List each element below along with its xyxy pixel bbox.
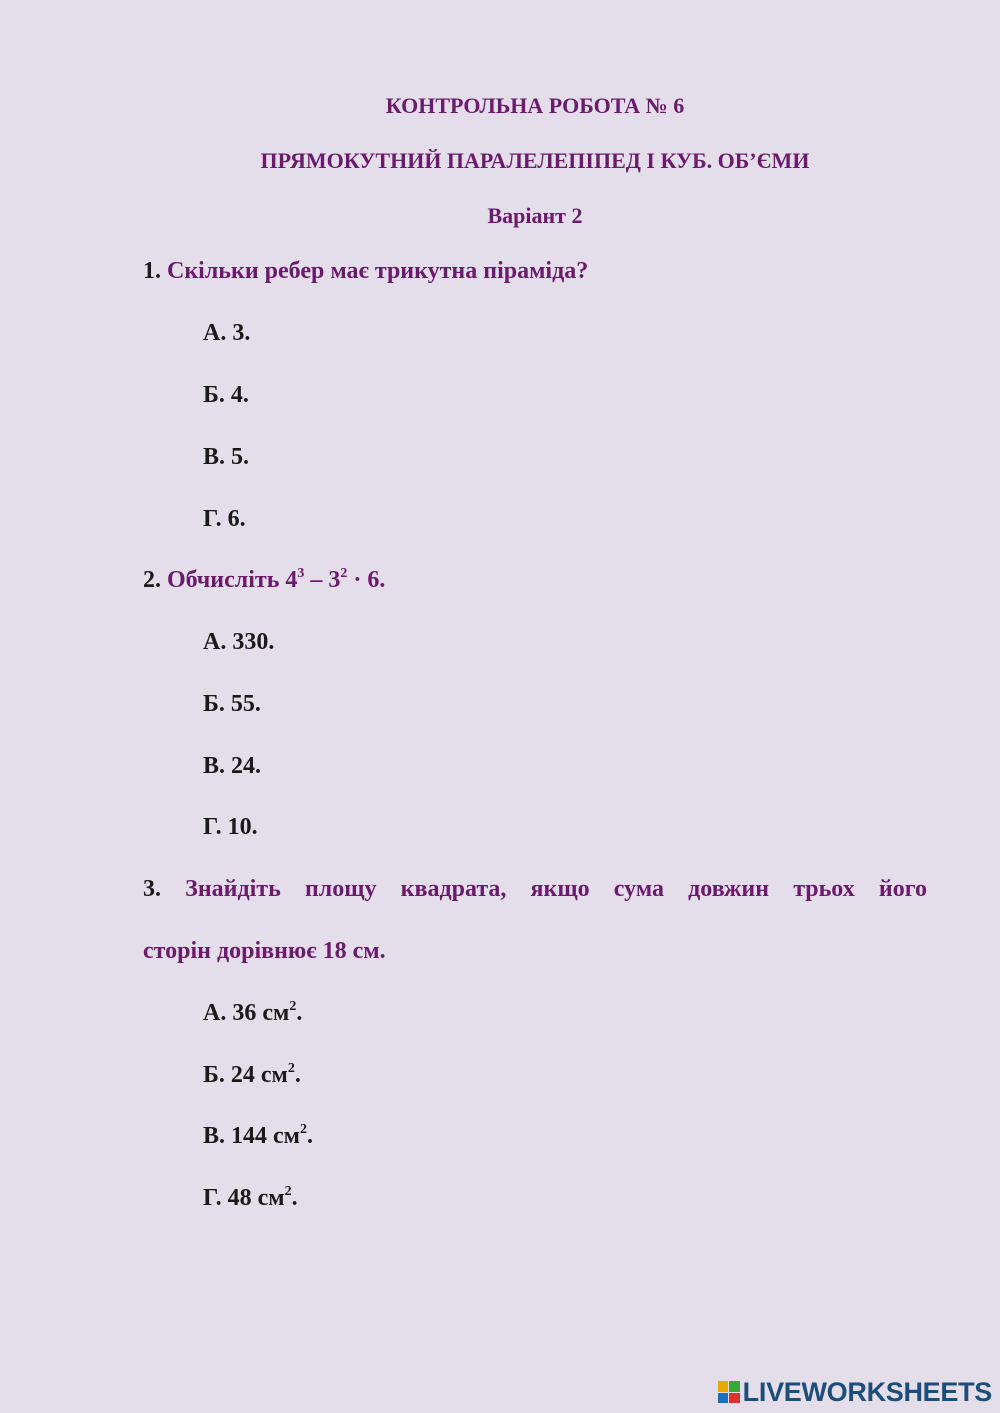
q3-option-c[interactable]: В. 144 $см^2$. [203, 1122, 314, 1149]
q2-option-b[interactable]: Б. 55. [203, 691, 261, 717]
question-1 [143, 258, 588, 285]
exponent: 2 [287, 1061, 295, 1076]
q1-option-c[interactable]: В. 5. [203, 444, 250, 470]
question-text: Обчисліть $4^3 - 3^2 \cdot 6$. [167, 566, 386, 593]
logo-text: LIVEWORKSHEETS [742, 1376, 992, 1407]
question-3 [143, 876, 927, 903]
exponent: 2 [289, 999, 297, 1014]
exponent: 3 [297, 566, 305, 581]
q2-option-d[interactable]: Г. 10. [203, 814, 258, 840]
q1-option-b[interactable]: Б. 4. [203, 382, 249, 408]
exponent: 2 [340, 566, 348, 581]
exponent: 2 [300, 1122, 308, 1137]
q2-option-c[interactable]: В. 24. [203, 753, 262, 779]
q3-option-d[interactable]: Г. 48 $см^2$. [203, 1184, 298, 1211]
exponent: 2 [284, 1184, 292, 1199]
liveworksheets-logo [718, 1377, 992, 1407]
question-number: 1. [143, 258, 161, 284]
logo-mark-icon [718, 1381, 740, 1403]
question-text: Знайдіть площу квадрата, якщо сума довжин трьох його [185, 876, 927, 902]
q2-option-a[interactable]: А. 330. [203, 629, 275, 655]
question-number: 2. [143, 567, 161, 593]
q3-option-a[interactable]: А. 36 $см^2$. [203, 999, 303, 1026]
question-3-continued [143, 938, 386, 965]
q3-option-b[interactable]: Б. 24 $см^2$. [203, 1061, 301, 1088]
question-text: сторін дорівнює 18 см. [143, 938, 386, 964]
variant-label: Варіант 2 [487, 203, 583, 228]
page-title: КОНТРОЛЬНА РОБОТА № 6 [385, 93, 685, 118]
q1-option-d[interactable]: Г. 6. [203, 506, 246, 532]
question-text: Скільки ребер має трикутна піраміда? [167, 258, 589, 284]
question-2 [143, 567, 385, 594]
q1-option-a[interactable]: А. 3. [203, 320, 251, 346]
page-subtitle: ПРЯМОКУТНИЙ ПАРАЛЕЛЕПІПЕД І КУБ. ОБ’ЄМИ [260, 148, 810, 173]
question-number: 3. [143, 876, 161, 902]
